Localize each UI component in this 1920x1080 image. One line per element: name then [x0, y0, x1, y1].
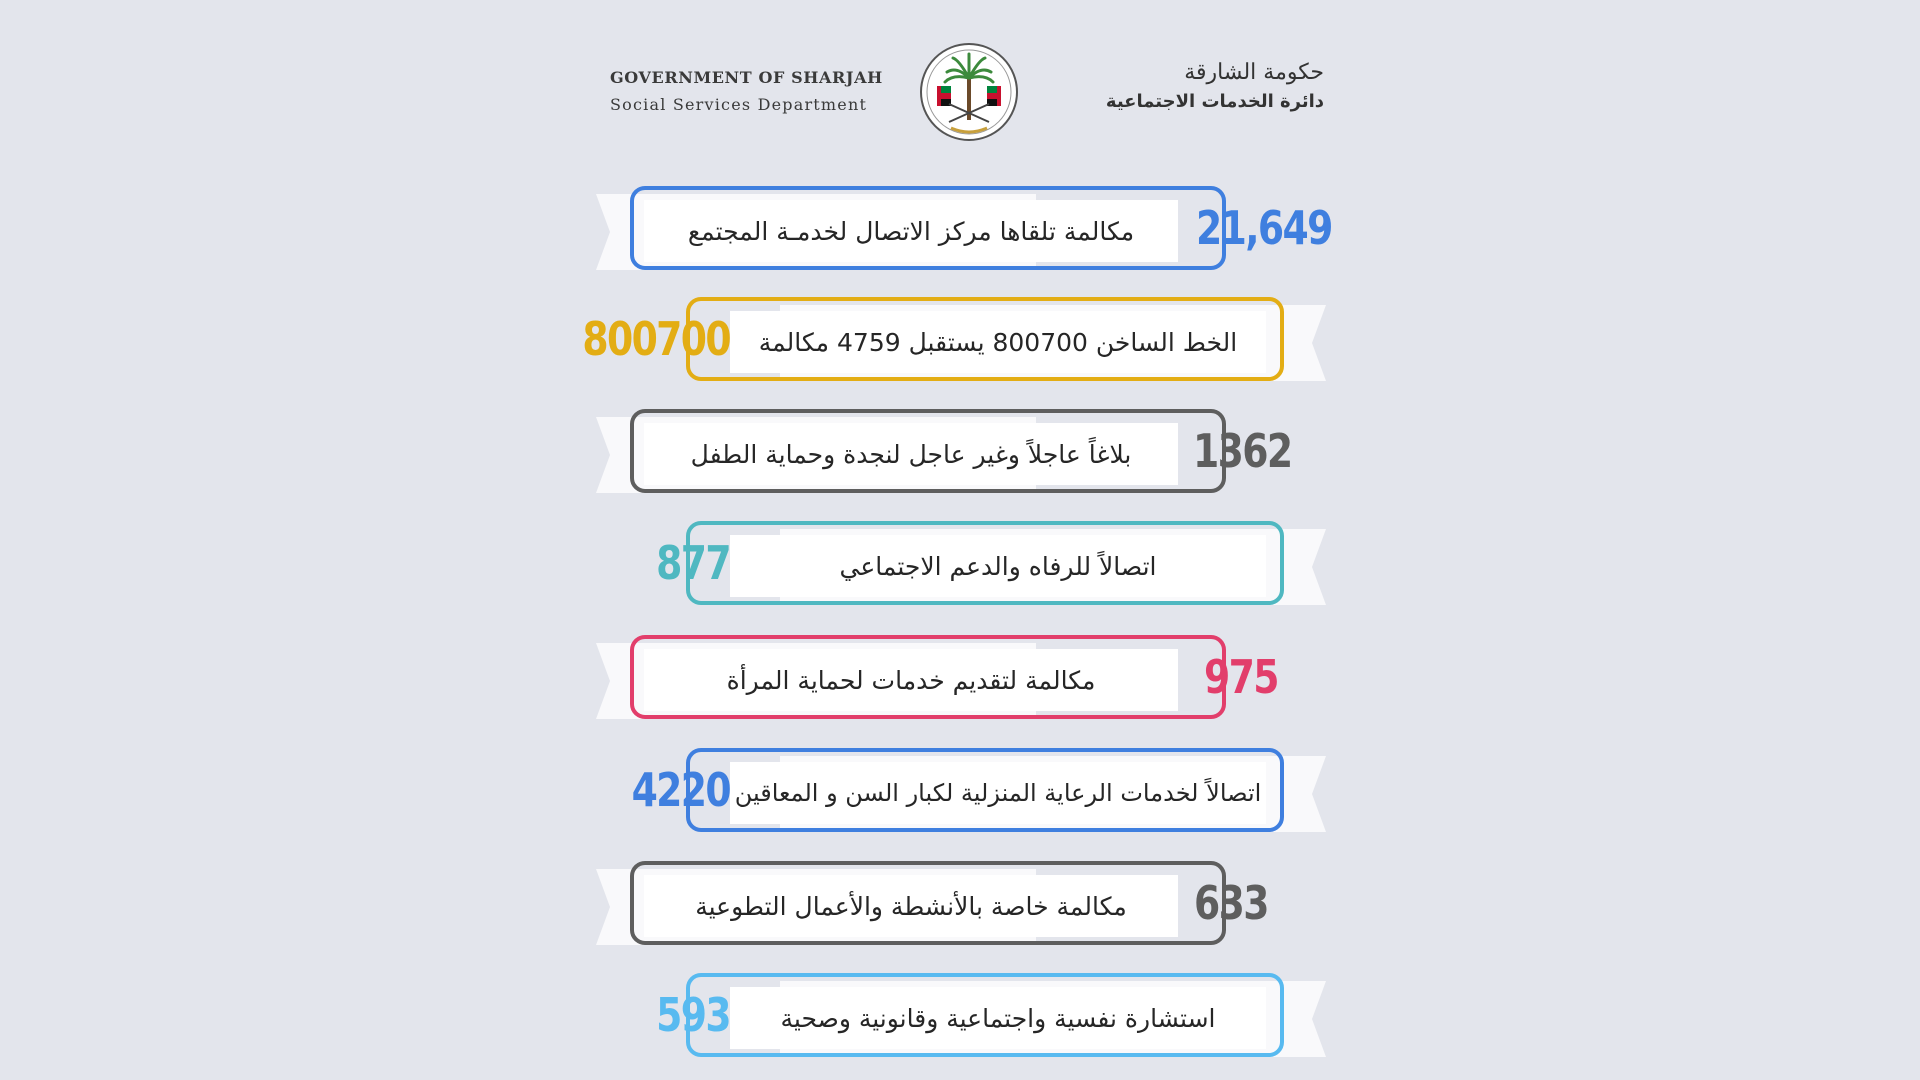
- stat-value: 593: [656, 988, 730, 1042]
- stat-row-community-calls: [596, 186, 1332, 280]
- stat-row-hotline: [570, 297, 1320, 391]
- stat-label: مكالمة تلقاها مركز الاتصال لخدمـة المجتمع: [644, 200, 1178, 262]
- government-name-arabic: حكومة الشارقة: [1184, 60, 1324, 85]
- english-title: [610, 64, 883, 118]
- stat-label: بلاغاً عاجلاً وغير عاجل لنجدة وحماية الطفل: [644, 423, 1178, 485]
- stat-row-volunteering: [596, 861, 1324, 955]
- stat-value: 975: [1204, 650, 1278, 704]
- stat-label: استشارة نفسية واجتماعية وقانونية وصحية: [730, 987, 1266, 1049]
- stat-row-social-welfare: [570, 521, 1320, 615]
- sharjah-emblem-icon: [919, 42, 1019, 142]
- stat-value: 21,649: [1196, 201, 1332, 255]
- stat-value: 633: [1194, 876, 1268, 930]
- stat-value: 1362: [1193, 424, 1292, 478]
- stat-value: 800700: [582, 312, 730, 366]
- stat-label: اتصالاً لخدمات الرعاية المنزلية لكبار السن و المعاقين: [730, 762, 1266, 824]
- stat-row-women-protection: [596, 635, 1324, 729]
- stat-label: مكالمة لتقديم خدمات لحماية المرأة: [644, 649, 1178, 711]
- stat-label: الخط الساخن 800700 يستقبل 4759 مكالمة: [730, 311, 1266, 373]
- stat-label: مكالمة خاصة بالأنشطة والأعمال التطوعية: [644, 875, 1178, 937]
- stat-row-consultations: [570, 973, 1320, 1067]
- stat-row-child-protection: [596, 409, 1324, 503]
- stat-value: 877: [656, 536, 730, 590]
- government-name: GOVERNMENT OF SHARJAH: [610, 68, 883, 87]
- stat-label: اتصالاً للرفاه والدعم الاجتماعي: [730, 535, 1266, 597]
- stat-row-home-care: [570, 748, 1320, 842]
- stat-value: 4220: [631, 763, 730, 817]
- arabic-title: [1068, 58, 1324, 116]
- department-name-arabic: دائرة الخدمات الاجتماعية: [1105, 91, 1324, 112]
- department-name: Social Services Department: [610, 95, 868, 114]
